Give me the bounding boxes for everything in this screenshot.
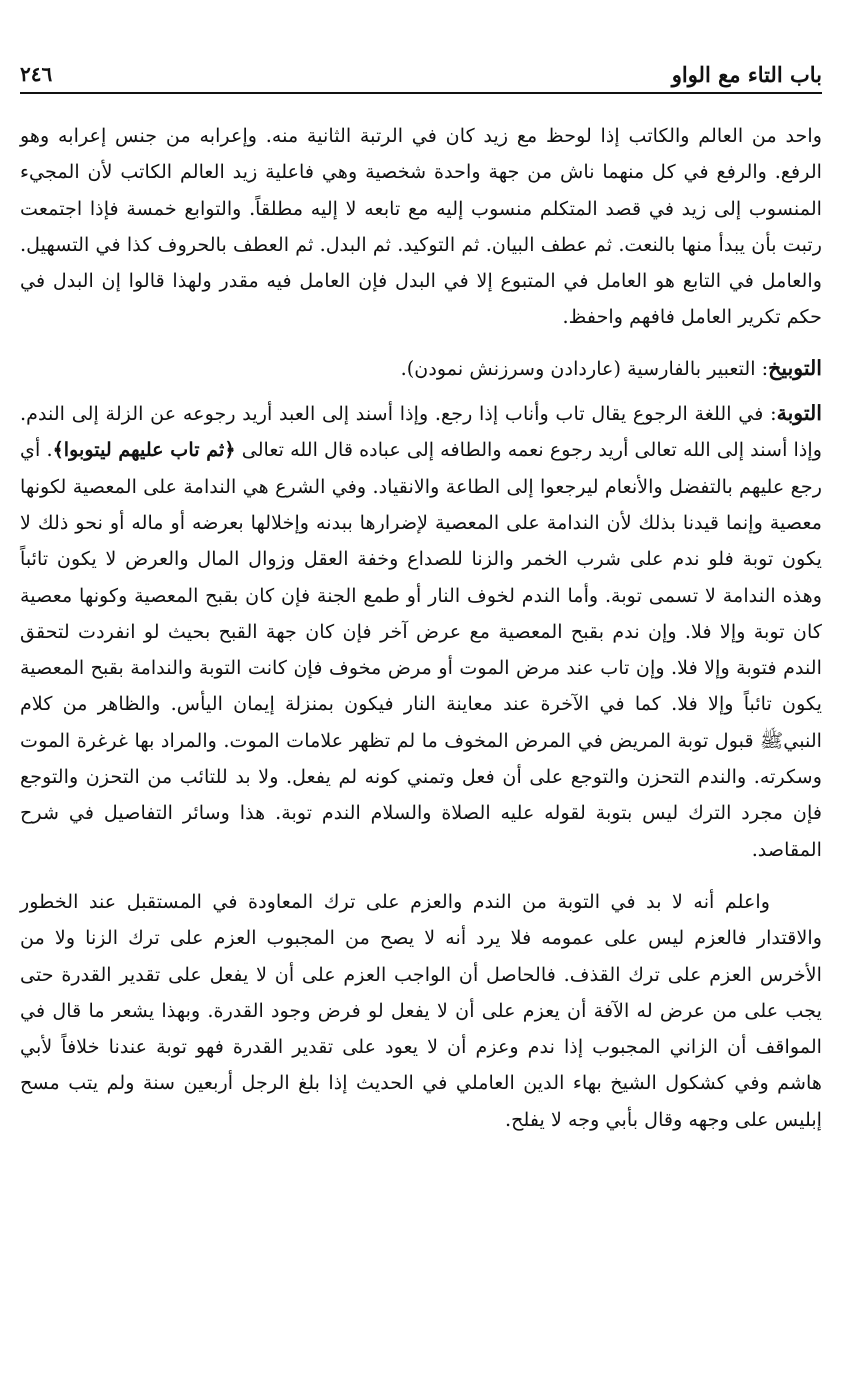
- quran-verse: ﴿ثم تاب عليهم ليتوبوا﴾: [52, 438, 236, 462]
- page-number: ٢٤٦: [20, 62, 53, 86]
- entry-term-tawbikh: التوبيخ: [768, 355, 822, 380]
- final-paragraph: واعلم أنه لا بد في التوبة من الندم والعزم على ترك المعاودة في المستقبل عند الخطور والاقتدار فالعزم ليس على عمومه فلا يرد أنه لا يصح من المجبوب العزم على ترك الزنا ولا من الأخرس العزم على ترك القذف. فالحاصل أن الواجب العزم على أن لا يفعل على تقدير القدرة حتى يجب على من عرض له الآفة أن يعزم على أن لا يفعل لو فرض وجود القدرة. وبهذا يشعر ما قال في المواقف أن الزاني المجبوب إذا ندم وعزم أن لا يعود على تقدير القدرة فهو توبة عندنا خلافاً لأبي هاشم وفي كشكول الشيخ بهاء الدين العاملي في الحديث إذا بلغ الرجل أربعين سنة ولم يتب مسح إبليس على وجهه وقال بأبي وجه لا يفلح.: [20, 889, 822, 1131]
- document-page: [20, 0, 822, 1375]
- entry-term-tawba: التوبة: [776, 401, 822, 426]
- running-header: [20, 56, 822, 94]
- entry-text-tawbikh: : التعبير بالفارسية (عاردادن وسرزنش نمودن).: [400, 356, 769, 380]
- entry-tawba: [20, 395, 822, 868]
- entry-tawbikh: [20, 350, 822, 387]
- body-text: [20, 118, 822, 1138]
- continuation-paragraph: واحد من العالم والكاتب إذا لوحظ مع زيد كان في الرتبة الثانية منه. وإعرابه من جنس إعرابه وهو الرفع. والرفع في كل منهما ناش من جهة واحدة شخصية وهي فاعلية زيد العالم الكاتب لأن المجيء المنسوب إلى زيد في قصد المتكلم منسوب إليه مع تابعه لا إليه مطلقاً. والتوابع خمسة فإذا اجتمعت رتبت بأن يبدأ منها بالنعت. ثم عطف البيان. ثم التوكيد. ثم البدل. ثم العطف بالحروف كذا في التسهيل. والعامل في التابع هو العامل في المتبوع إلا في البدل فإن العامل فيه مقدر ولهذا قالوا إن البدل في حكم تكرير العامل فافهم واحفظ.: [20, 124, 822, 329]
- entry-text-tawba-part2: . أي رجع عليهم بالتفضل والأنعام ليرجعوا إلى الطاعة والانقياد. وفي الشرع هي الندامة على المعصية لكونها معصية وإنما قيدنا بذلك لأن الندامة على المعصية لإضرارها ببدنه وإخلالها بعرضه أو ماله أو نحو ذلك لا يكون توبة فلو ندم على شرب الخمر والزنا للصداع وخفة العقل وزوال المال والعرض لا يكون تائباً وهذه الندامة لا تسمى توبة. وأما الندم لخوف النار أو طمع الجنة فإن كان بقبح المعصية وكونها معصية كان توبة وإلا فلا. وإن ندم بقبح المعصية مع عرض آخر فإن كان جهة القبح بحيث لو انفردت لتحقق الندم فتوبة وإلا فلا. وإن تاب عند مرض الموت أو مرض مخوف فإن كانت التوبة والندامة بقبح المعصية يكون تائباً وإلا فلا. كما في الآخرة عند معاينة النار فيكون بمنزلة إيمان اليأس. والظاهر من كلام النبيﷺ قبول توبة المريض في المرض المخوف ما لم تظهر علامات الموت. والمراد بها غرغرة الموت وسكرته. والندم التحزن والتوجع على أن فعل وتمني كونه لم يفعل. ولا بد للتائب من التحزن والتوجع فإن مجرد الترك ليس بتوبة لقوله عليه الصلاة والسلام الندم توبة. هذا وسائر التفاصيل في شرح المقاصد.: [20, 438, 822, 861]
- header-title: باب التاء مع الواو: [671, 61, 822, 87]
- entry-text-tawba-part1: : في اللغة الرجوع يقال تاب وأناب إذا رجع. وإذا أسند إلى العبد أريد رجوعه عن الزلة إلى الندم. وإذا أسند إلى الله تعالى أريد رجوع نعمه والطافه إلى عباده قال الله تعالى: [20, 402, 822, 462]
